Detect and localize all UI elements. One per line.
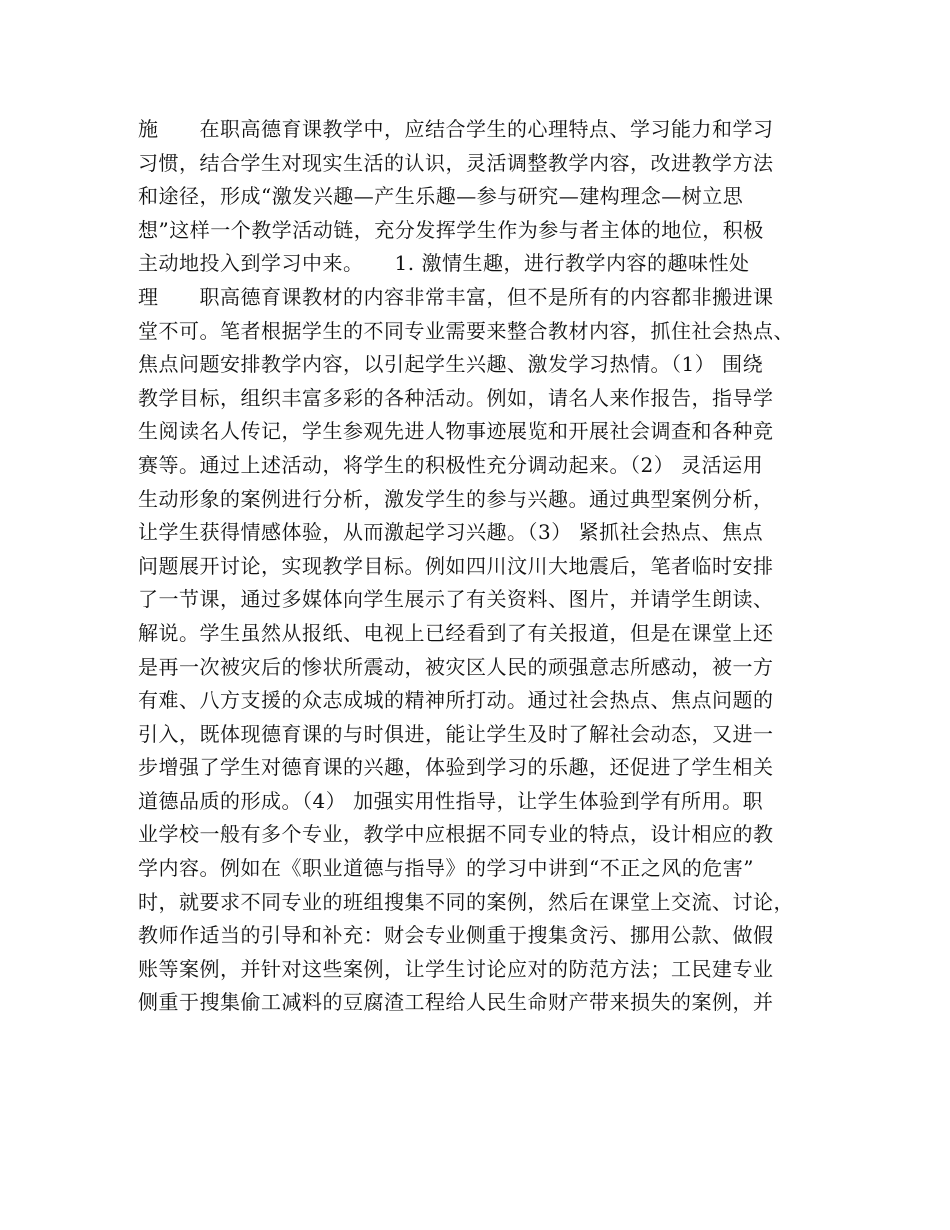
text-line: 生动形象的案例进行分析，激发学生的参与兴趣。通过典型案例分析， bbox=[138, 486, 774, 511]
text-line: 是再一次被灾后的惨状所震动，被灾区人民的顽强意志所感动，被一方 bbox=[138, 654, 774, 679]
text-line: 解说。学生虽然从报纸、电视上已经看到了有关报道，但是在课堂上还 bbox=[138, 620, 774, 645]
text-line: 步增强了学生对德育课的兴趣，体验到学习的乐趣，还促进了学生相关 bbox=[138, 755, 774, 780]
text-line: 业学校一般有多个专业，教学中应根据不同专业的特点，设计相应的教 bbox=[138, 822, 774, 847]
text-line: 侧重于搜集偷工减料的豆腐渣工程给人民生命财产带来损失的案例，并 bbox=[138, 990, 774, 1015]
text-line: 学内容。例如在《职业道德与指导》的学习中讲到“不正之风的危害” bbox=[138, 856, 754, 881]
text-line: 理 职高德育课教材的内容非常丰富，但不是所有的内容都非搬进课 bbox=[138, 284, 774, 309]
text-line: 焦点问题安排教学内容，以引起学生兴趣、激发学习热情。（1） 围绕 bbox=[138, 352, 764, 377]
text-line: 时，就要求不同专业的班组搜集不同的案例，然后在课堂上交流、讨论， bbox=[138, 889, 794, 914]
text-line: 习惯，结合学生对现实生活的认识，灵活调整教学内容，改进教学方法 bbox=[138, 150, 774, 175]
text-line: 施 在职高德育课教学中，应结合学生的心理特点、学习能力和学习 bbox=[138, 117, 774, 141]
text-line: 让学生获得情感体验，从而激起学习兴趣。（3） 紧抓社会热点、焦点 bbox=[138, 520, 764, 545]
text-line: 问题展开讨论，实现教学目标。例如四川汶川大地震后，笔者临时安排 bbox=[138, 553, 774, 578]
text-line: 生阅读名人传记，学生参观先进人物事迹展览和开展社会调查和各种竞 bbox=[138, 419, 774, 444]
text-line: 道德品质的形成。（4） 加强实用性指导，让学生体验到学有所用。职 bbox=[138, 788, 764, 813]
text-line: 教学目标，组织丰富多彩的各种活动。例如，请名人来作报告，指导学 bbox=[138, 385, 774, 410]
text-line: 有难、八方支援的众志成城的精神所打动。通过社会热点、焦点问题的 bbox=[138, 688, 774, 713]
text-line: 引入，既体现德育课的与时俱进，能让学生及时了解社会动态，又进一 bbox=[138, 721, 774, 746]
text-line: 赛等。通过上述活动，将学生的积极性充分调动起来。（2） 灵活运用 bbox=[138, 452, 764, 477]
text-line: 堂不可。笔者根据学生的不同专业需要来整合教材内容，抓住社会热点、 bbox=[138, 318, 794, 343]
text-line: 和途径，形成“激发兴趣—产生乐趣—参与研究—建构理念—树立思 bbox=[138, 184, 744, 209]
text-line: 了一节课，通过多媒体向学生展示了有关资料、图片，并请学生朗读、 bbox=[138, 587, 774, 612]
text-line: 账等案例，并针对这些案例，让学生讨论应对的防范方法；工民建专业 bbox=[138, 956, 774, 981]
text-line: 主动地投入到学习中来。 1. 激情生趣，进行教学内容的趣味性处 bbox=[138, 251, 750, 276]
body-text bbox=[138, 113, 828, 1020]
text-line: 教师作适当的引导和补充：财会专业侧重于搜集贪污、挪用公款、做假 bbox=[138, 923, 774, 948]
text-line: 想”这样一个教学活动链，充分发挥学生作为参与者主体的地位，积极 bbox=[138, 217, 764, 242]
